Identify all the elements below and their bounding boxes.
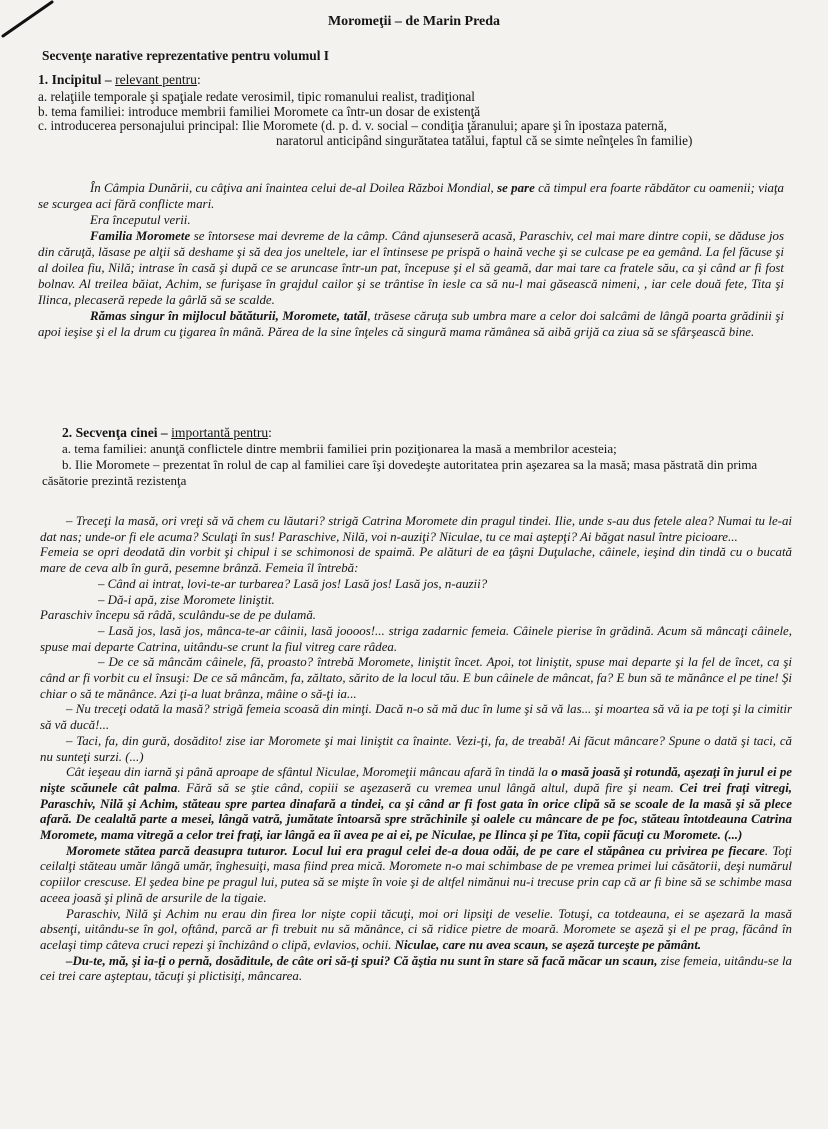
section2-colon: :	[268, 425, 272, 440]
dialogue-line: – De ce să mâncăm câinele, fă, proasto? întrebă Moromete, liniştit încet. Apoi, tot liniştit, spuse mai departe şi la fel de încet, ca şi când ar fi vorbit cu el însuşi: De ce să mâncăm, fa, zăltato, sărito de la locul tău. E bun câinele de mâncat, fa? E bun să te mănânce el pe tine! Şi chiar o să te mănânce. Azi ţi-a luat brânza, mâine o să-ţi ia...	[40, 655, 792, 701]
section1-relevance: relevant pentru	[115, 72, 197, 87]
dialogue-line: –Du-te, mă, şi ia-ţi o pernă, dosăditule, de câte ori să-ţi spui? Că ăştia nu sunt în stare să facă măcar un scaun, zise femeia, uitându-se la cei trei care aşteptau, tăcuţi şi plictisiţi, mâncarea.	[40, 953, 792, 984]
section2-header	[42, 425, 790, 489]
section1-item-c-continued: naratorul anticipând singurătatea tatălui, faptul că se simte neînţeles în familie)	[276, 132, 693, 148]
dialogue-line: – Nu treceţi odată la masă? strigă femeia scoasă din minţi. Dacă n-o să mă duc în lume şi să vă las... şi moartea să vă ia pe toţi şi la cimitir să vă ducă!...	[40, 702, 792, 733]
dialogue-line: – Dă-i apă, zise Moromete liniştit.	[98, 592, 275, 607]
paragraph: Paraschiv începu să râdă, sculându-se de pe dulamă.	[40, 608, 317, 623]
section2-list	[42, 441, 790, 489]
paragraph: Moromete stătea parcă deasupra tuturor. Locul lui era pragul celei de-a doua odăi, de pe care el stăpânea cu privirea pe fiecare. Toţi ceilalţi stăteau umăr lângă umăr, înghesuiţi, masa fiind prea mică. Moromete n-o mai schimbase de pe vremea primei lui căsătorii, deşi numărul copiilor crescuse. El şedea bine pe pragul lui, putea să se mişte în voie şi de altfel nimănui nu-i trecuse prin cap că ar fi bine să se schimbe masa aceea joasă şi plină de arsurile de la tigaie.	[40, 843, 793, 905]
section1-item-b: b. tema familiei: introduce membrii familiei Moromete ca într-un dosar de existenţă	[38, 103, 481, 119]
page-title: Moromeţii – de Marin Preda	[327, 14, 501, 29]
section2-importance: importantă pentru	[171, 425, 269, 440]
paragraph: În Câmpia Dunării, cu câţiva ani înaintea celui de-al Doilea Război Mondial, se pare că timpul era foarte răbdător cu oamenii; viaţa se scurgea aci fără conflicte mari.	[38, 181, 785, 211]
dialogue-line: – Când ai intrat, lovi-te-ar turbarea? Lasă jos! Lasă jos! Lasă jos, n-auzii?	[98, 576, 488, 591]
paragraph: Femeia se opri deodată din vorbit şi chipul i se schimonosi de spaimă. Pe alături de ea ţâşni Duţulache, câinele, ieşind din tindă cu o bucată mare de ceva alb în gură, pesemne brânză. Femeia îl întrebă:	[40, 545, 792, 576]
section2-heading	[42, 425, 790, 441]
section1-colon: :	[196, 72, 201, 87]
section2-number: 2. Secvenţa cinei –	[62, 425, 168, 440]
paragraph: Era începutul verii.	[90, 213, 191, 227]
section1-header	[38, 72, 818, 148]
section2-prose	[40, 514, 792, 985]
dialogue-line: – Taci, fa, din gură, dosădito! zise iar Moromete şi mai liniştit ca înainte. Vezi-ţi, fa, de treabă! Ai făcut mâncare? Spune o dată şi taci, că nu sunteţi surzi. (...)	[40, 733, 792, 764]
paragraph: Rămas singur în mijlocul bătăturii, Moromete, tatăl, trăsese căruţa sub umbra mare a celor doi salcâmi de lângă poarta grădinii şi apoi ieşise şi el la drum cu ţigarea în mână. Părea de la sine înţeles că singură mama rămânea să aibă grijă ca ziua să se sfârşească bine.	[38, 309, 784, 339]
section1-number: 1. Incipitul –	[38, 72, 112, 87]
paragraph: Familia Moromete se întorsese mai devreme de la câmp. Când ajunseseră acasă, Paraschiv, cel mai mare dintre copii, se dăduse jos din căruţă, lăsase pe alţii să deshame şi să dea jos uneltele, iar el întinsese pe prispă o haină veche şi se culcase pe ea gemând. La fel făcuse şi al doilea fiu, Nilă; intrase în casă şi după ce se aruncase într-un pat, începuse şi el să geamă, dar mai tare ca fratele său, ca şi când ar fi fost bolnav. Al treilea băiat, Achim, se furişase în grajdul cailor şi se trântise în iesle ca să nu-l mai găsească nimeni, , iar cele două fete, Tita şi Ilinca, plecaseră repede la gârlă să se scalde.	[38, 229, 784, 307]
section2-item-a: a. tema familiei: anunţă conflictele dintre membrii familiei prin poziţionarea la masă a membrilor acesteia;	[62, 441, 617, 456]
section2-item-b: b. Ilie Moromete – prezentat în rolul de cap al familiei care îşi dovedeşte autoritatea prin aşezarea sa la masă; masa păstrată din prima căsătorie prezintă rezistenţa	[42, 457, 758, 488]
section1-prose	[38, 180, 784, 340]
paragraph: Cât ieşeau din iarnă şi până aproape de sfântul Niculae, Moromeţii mâncau afară în tindă la o masă joasă şi rotundă, aşezaţi în jurul ei pe nişte scăunele cât palma. Fără să se ştie când, copiii se aşezaseră cu vremea unul lângă altul, după fire şi neam. Cei trei fraţi vitregi, Paraschiv, Nilă şi Achim, stăteau spre partea dinafară a tindei, ca şi când ar fi fost gata în orice clipă să se scoale de la masă şi să plece afară. De cealaltă parte a mesei, lângă vatră, jumătate întoarsă spre străchinile şi oalele cu mâncare de pe foc, stăteau întotdeauna Catrina Moromete, mama vitregă a celor trei fraţi, iar lângă ea îi avea pe ai ei, pe Niculae, pe Ilinca şi pe Tita, copii făcuţi cu Moromete. (...)	[40, 765, 793, 843]
section1-heading	[38, 72, 818, 88]
dialogue-line: – Treceţi la masă, ori vreţi să vă chem cu lăutari? strigă Catrina Moromete din pragul tindei. Ilie, unde s-au dus fetele alea? Numai tu le-ai dat nas; unde-or fi ele acuma? Sculaţi în sus! Paraschive, Nilă, voi n-auziţi? Niculae, tu ce mai aştepţi? Ai băgat nasul între picioare...	[40, 514, 792, 544]
section1-list	[38, 90, 818, 148]
section1-item-a: a. relaţiile temporale şi spaţiale redate verosimil, tipic romanului realist, tradiţional	[38, 89, 475, 104]
section1-item-c: c. introducerea personajului principal: Ilie Moromete (d. p. d. v. social – condiţia ţăranului; apare şi în ipostaza paternă,	[38, 118, 667, 134]
dialogue-line: – Lasă jos, lasă jos, mânca-te-ar câinii, lasă joooos!... striga zadarnic femeia. Câinele pierise în grădină. Acum să mâncaţi câinele, spuse mai departe Catrina, uitându-se crunt la fiul vitreg care râdea.	[40, 623, 792, 654]
page-subtitle: Secvenţe narative reprezentative pentru volumul I	[42, 48, 329, 63]
paragraph: Paraschiv, Nilă şi Achim nu erau din firea lor nişte copii tăcuţi, moi ori lipsiţi de veselie. Totuşi, ca totdeauna, ei se aşezară la masă absenţi, uitându-se în gol, oftând, parcă ar fi trebuit nu să mănânce, ci să ridice pietre de moară. Moromete se aşeză şi el pe prag, făcând în acelaşi timp câteva cruci repezi şi închizând o clipă, evlavios, ochii. Niculae, care nu avea scaun, se aşeză turceşte pe pământ.	[40, 906, 792, 952]
